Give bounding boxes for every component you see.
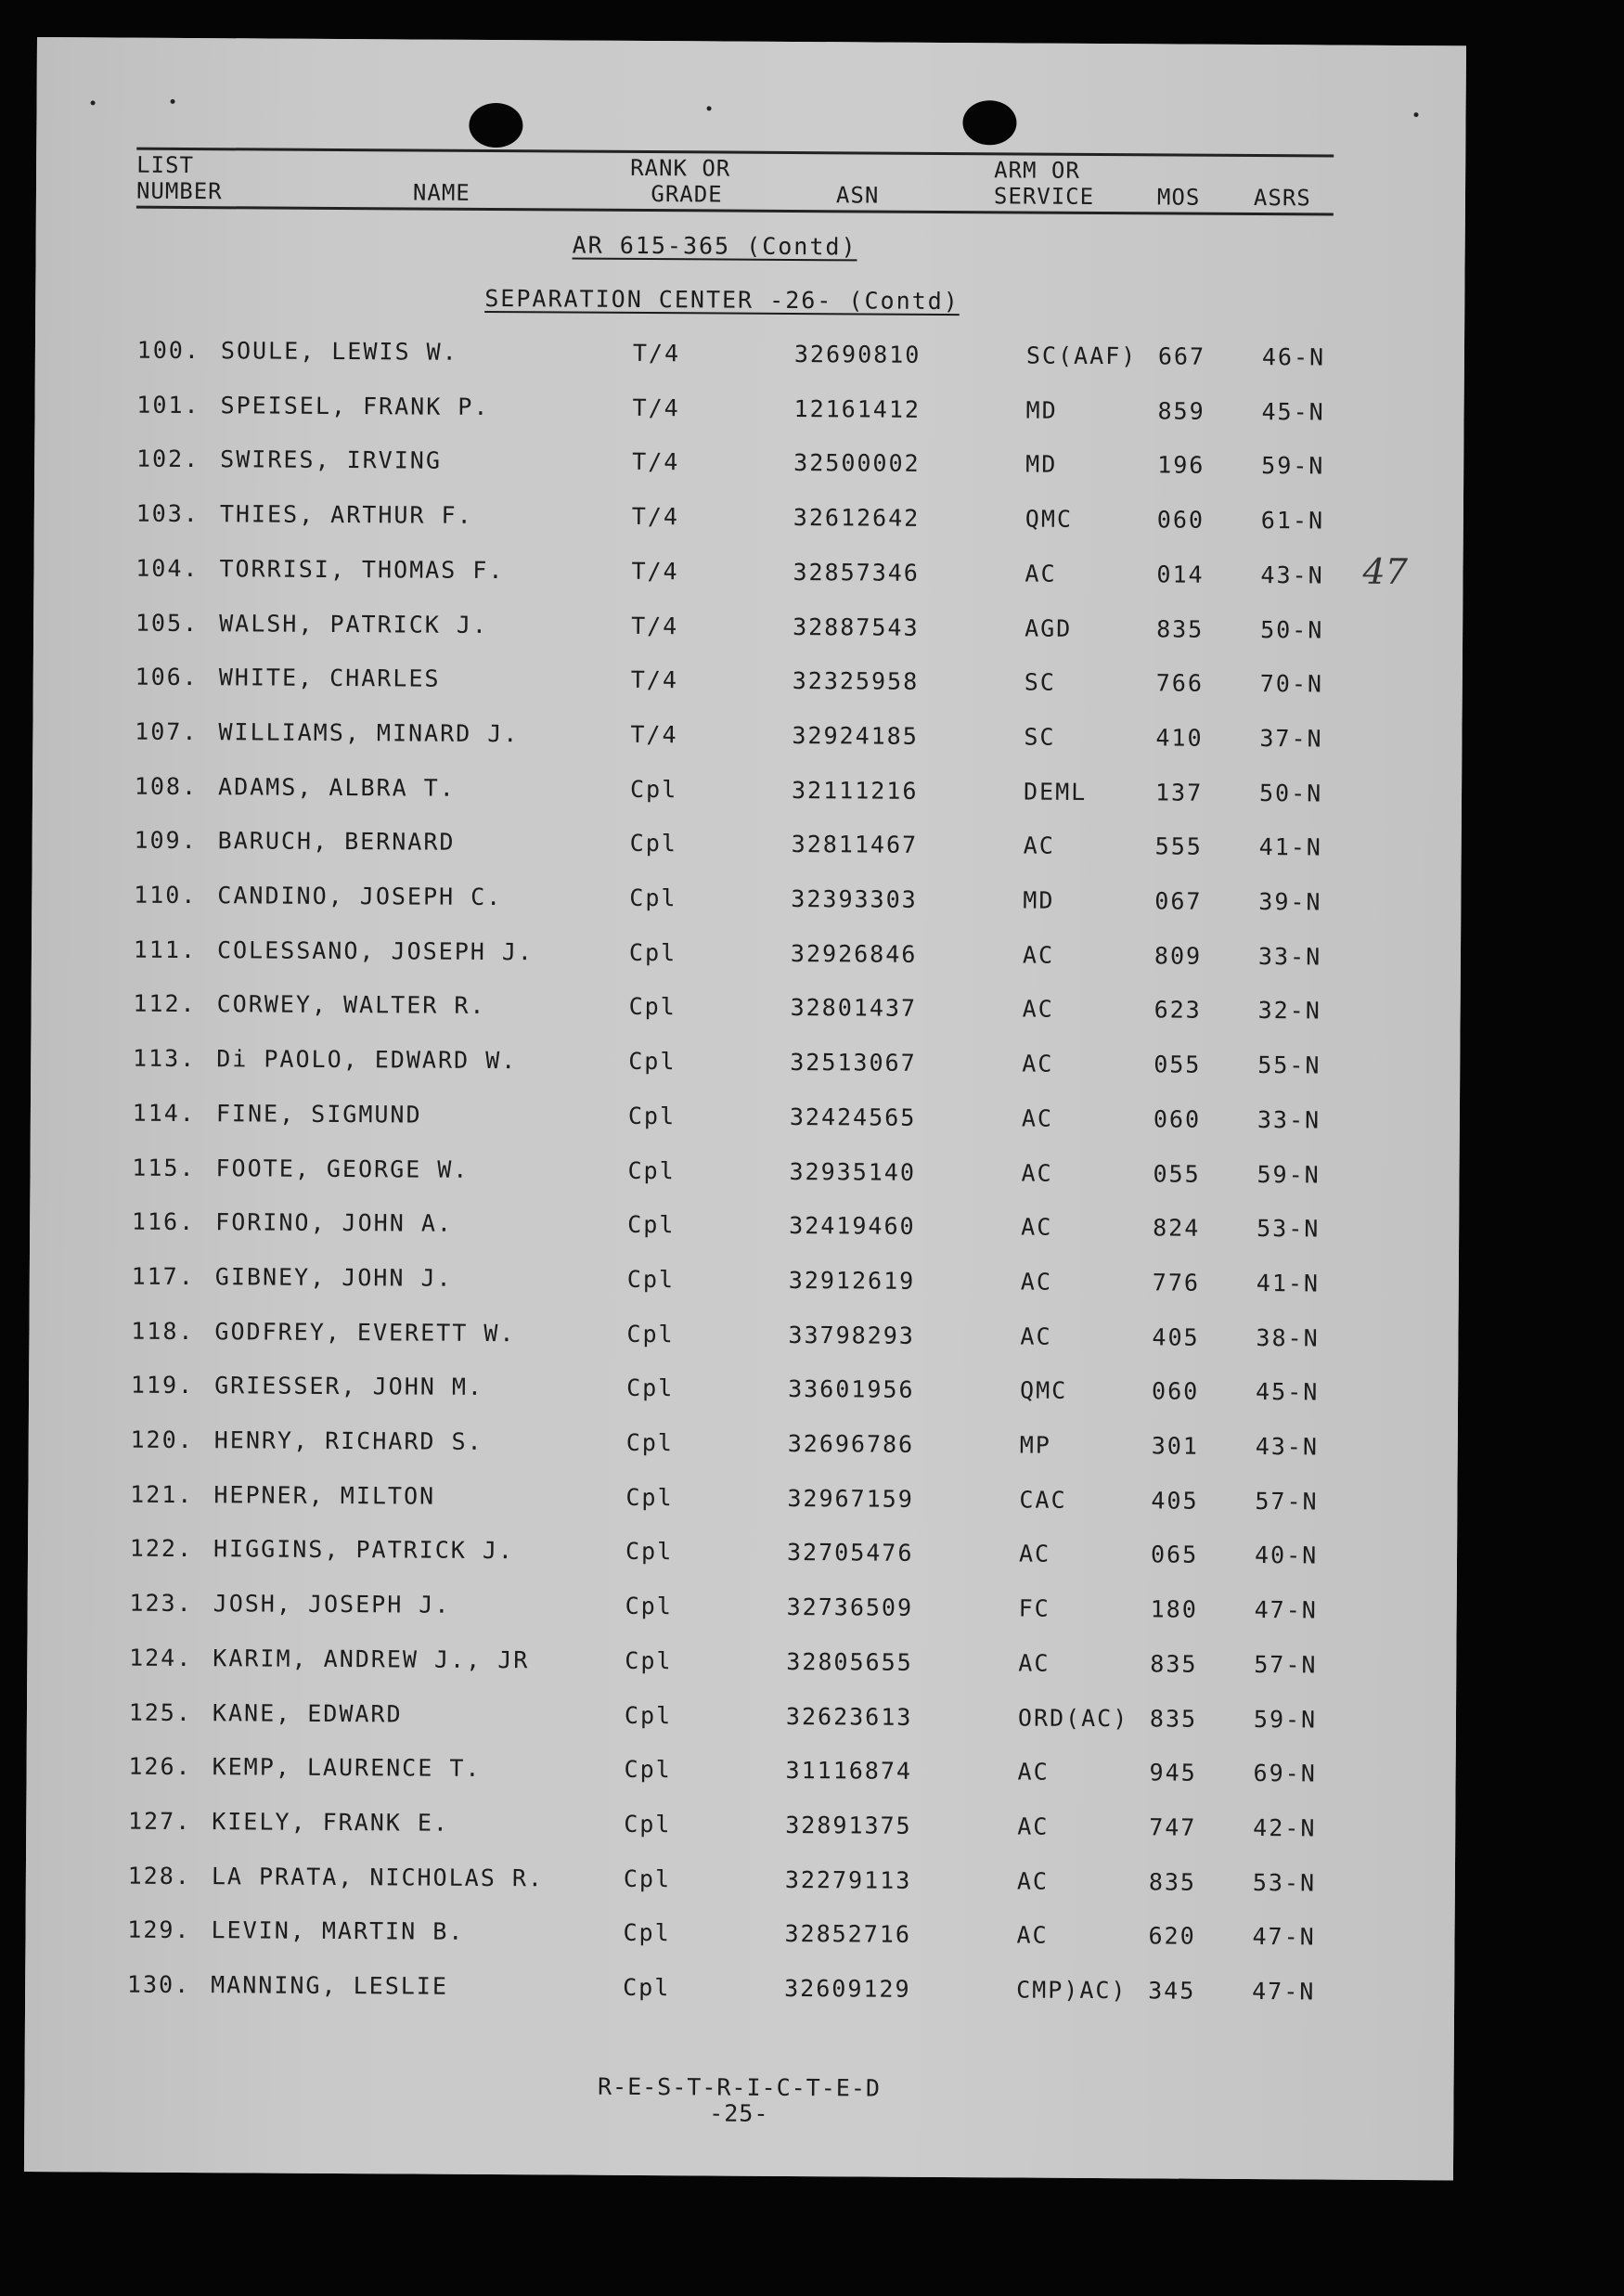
mos-cell: 766 <box>1155 669 1205 697</box>
list-number: 115. <box>132 1154 196 1182</box>
mos-cell: 014 <box>1156 561 1205 588</box>
asn-cell: 32612642 <box>793 503 921 532</box>
arm-service-cell: AC <box>1017 1758 1050 1786</box>
rank-cell: Cpl <box>623 1918 671 1947</box>
mos-cell: 345 <box>1148 1977 1196 2005</box>
rank-cell: Cpl <box>628 1047 677 1076</box>
arm-service-cell: AC <box>1021 1213 1053 1241</box>
list-number: 105. <box>135 609 200 638</box>
asn-cell: 31116874 <box>785 1756 913 1785</box>
list-number: 128. <box>127 1862 191 1890</box>
arm-service-cell: AGD <box>1025 614 1073 642</box>
rank-cell: Cpl <box>628 992 677 1021</box>
rank-cell: Cpl <box>629 884 677 912</box>
rank-cell: T/4 <box>631 557 679 586</box>
name-cell: SWIRES, IRVING <box>220 445 443 474</box>
rank-cell: Cpl <box>629 775 678 804</box>
mos-cell: 405 <box>1152 1323 1200 1351</box>
list-number: 106. <box>135 663 199 691</box>
arm-service-cell: AC <box>1022 995 1054 1023</box>
asn-cell: 12161412 <box>793 394 922 423</box>
list-number: 123. <box>129 1589 193 1618</box>
footer-restricted: R-E-S-T-R-I-C-T-E-D <box>597 2072 882 2102</box>
document-page <box>24 37 1466 2180</box>
name-cell: FORINO, JOHN A. <box>215 1208 454 1237</box>
mos-cell: 776 <box>1152 1269 1201 1296</box>
header-list-line2: NUMBER <box>135 177 223 205</box>
rank-cell: Cpl <box>626 1374 675 1402</box>
rank-cell: Cpl <box>627 1102 677 1130</box>
mos-cell: 196 <box>1157 451 1205 479</box>
table-row <box>25 1915 1454 1961</box>
asrs-cell: 46-N <box>1261 343 1326 371</box>
table-row <box>25 1970 1454 2016</box>
table-row <box>32 717 1462 763</box>
list-number: 117. <box>131 1262 195 1291</box>
mos-cell: 859 <box>1157 397 1205 425</box>
table-row <box>33 663 1463 708</box>
list-number: 122. <box>129 1534 194 1563</box>
arm-service-cell: MD <box>1025 396 1058 424</box>
mos-cell: 060 <box>1153 1105 1202 1133</box>
asn-cell: 32805655 <box>786 1647 913 1676</box>
asrs-cell: 53-N <box>1257 1215 1321 1243</box>
arm-service-cell: AC <box>1017 1812 1050 1840</box>
asn-cell: 32513067 <box>790 1048 917 1077</box>
table-row <box>29 1317 1458 1362</box>
table-row <box>33 554 1463 600</box>
asn-cell: 32967159 <box>787 1484 914 1513</box>
name-cell: GODFREY, EVERETT W. <box>214 1318 516 1348</box>
mos-cell: 055 <box>1154 1051 1202 1078</box>
asn-cell: 32811467 <box>791 830 919 858</box>
list-number: 107. <box>135 717 199 746</box>
list-number: 114. <box>132 1099 197 1128</box>
asrs-cell: 55-N <box>1257 1051 1321 1079</box>
asn-cell: 32887543 <box>793 613 920 641</box>
name-cell: WHITE, CHARLES <box>218 664 441 692</box>
mos-cell: 824 <box>1153 1214 1201 1242</box>
rank-cell: T/4 <box>631 502 680 531</box>
speck <box>171 99 175 104</box>
table-row <box>26 1752 1455 1798</box>
rank-cell: Cpl <box>624 1755 672 1784</box>
name-cell: CANDINO, JOSEPH C. <box>217 882 503 911</box>
name-cell: CORWEY, WALTER R. <box>216 990 486 1019</box>
asrs-cell: 59-N <box>1257 1161 1321 1189</box>
arm-service-cell: ORD(AC) <box>1017 1704 1129 1733</box>
rank-cell: T/4 <box>630 720 678 749</box>
name-cell: LA PRATA, NICHOLAS R. <box>211 1863 545 1892</box>
name-cell: GIBNEY, JOHN J. <box>214 1263 453 1292</box>
asrs-cell: 47-N <box>1252 1978 1316 2006</box>
table-row <box>34 391 1463 436</box>
asn-cell: 32623613 <box>785 1702 913 1731</box>
list-number: 102. <box>135 445 200 473</box>
rank-cell: T/4 <box>632 447 680 476</box>
arm-service-cell: SC <box>1024 723 1056 751</box>
arm-service-cell: AC <box>1025 560 1057 587</box>
table-row <box>32 772 1462 818</box>
asrs-cell: 40-N <box>1254 1541 1319 1569</box>
asn-cell: 32111216 <box>791 776 919 805</box>
table-row <box>32 881 1461 926</box>
rank-cell: Cpl <box>624 1810 672 1838</box>
mos-cell: 835 <box>1149 1705 1198 1733</box>
asn-cell: 32609129 <box>784 1974 911 2003</box>
name-cell: MANNING, LESLIE <box>211 1971 449 2000</box>
list-number: 124. <box>129 1644 193 1672</box>
name-cell: HEPNER, MILTON <box>213 1481 436 1510</box>
table-header <box>136 148 1334 216</box>
mos-cell: 835 <box>1148 1868 1197 1896</box>
arm-service-cell: CMP)AC) <box>1016 1976 1128 2005</box>
table-row <box>31 1099 1460 1144</box>
header-mos: MOS <box>1156 184 1201 211</box>
list-number: 116. <box>131 1207 196 1236</box>
arm-service-cell: AC <box>1022 941 1055 969</box>
list-number: 100. <box>136 336 201 365</box>
rank-cell: T/4 <box>632 339 681 368</box>
table-row <box>29 1425 1458 1471</box>
list-number: 109. <box>134 826 198 855</box>
list-number: 119. <box>130 1371 195 1400</box>
mos-cell: 835 <box>1156 615 1205 643</box>
asn-cell: 32852716 <box>784 1919 912 1948</box>
list-number: 101. <box>136 391 200 419</box>
arm-service-cell: AC <box>1018 1540 1051 1567</box>
asn-cell: 32279113 <box>784 1865 912 1894</box>
asn-cell: 33798293 <box>788 1321 915 1349</box>
asrs-cell: 57-N <box>1254 1651 1318 1679</box>
header-list-line1: LIST <box>136 151 195 179</box>
arm-service-cell: CAC <box>1019 1486 1067 1514</box>
list-number: 120. <box>130 1425 194 1454</box>
rank-cell: Cpl <box>627 1210 676 1239</box>
arm-service-cell: AC <box>1018 1649 1050 1677</box>
rank-cell: Cpl <box>628 938 677 967</box>
rank-cell: Cpl <box>626 1265 676 1294</box>
arm-service-cell: SC(AAF) <box>1025 342 1138 370</box>
asrs-cell: 41-N <box>1256 1270 1321 1297</box>
asrs-cell: 53-N <box>1252 1869 1317 1897</box>
name-cell: HENRY, RICHARD S. <box>213 1426 483 1455</box>
name-cell: THIES, ARTHUR F. <box>219 500 473 529</box>
arm-service-cell: AC <box>1016 1921 1049 1949</box>
list-number: 121. <box>130 1480 194 1509</box>
arm-service-cell: QMC <box>1020 1376 1068 1404</box>
mos-cell: 623 <box>1154 996 1202 1024</box>
mos-cell: 301 <box>1151 1432 1199 1460</box>
footer-page-number: -25- <box>709 2099 769 2127</box>
asrs-cell: 61-N <box>1260 507 1325 535</box>
asrs-cell: 43-N <box>1260 561 1324 589</box>
speck <box>1414 112 1419 117</box>
asn-cell: 32500002 <box>793 448 921 477</box>
mos-cell: 067 <box>1154 887 1203 915</box>
asn-cell: 32736509 <box>786 1593 914 1621</box>
asn-cell: 32924185 <box>792 721 919 750</box>
table-row <box>28 1480 1457 1526</box>
asrs-cell: 47-N <box>1252 1923 1316 1951</box>
name-cell: COLESSANO, JOSEPH J. <box>216 936 535 966</box>
mos-cell: 405 <box>1151 1487 1199 1515</box>
asn-cell: 32857346 <box>793 558 921 587</box>
asrs-cell: 45-N <box>1261 398 1325 426</box>
table-row <box>31 1044 1460 1090</box>
asrs-cell: 43-N <box>1255 1433 1320 1461</box>
mos-cell: 137 <box>1154 779 1204 806</box>
asrs-cell: 69-N <box>1253 1760 1317 1787</box>
table-row <box>32 826 1462 871</box>
asn-cell: 32705476 <box>786 1538 914 1567</box>
rank-cell: Cpl <box>625 1537 674 1566</box>
table-row <box>34 445 1463 490</box>
asn-cell: 32690810 <box>793 340 922 368</box>
arm-service-cell: AC <box>1022 1050 1054 1077</box>
arm-service-cell: DEML <box>1023 778 1088 806</box>
name-cell: ADAMS, ALBRA T. <box>217 773 456 802</box>
arm-service-cell: QMC <box>1025 505 1074 533</box>
table-row <box>26 1862 1455 1907</box>
arm-service-cell: MP <box>1019 1431 1051 1459</box>
name-cell: TORRISI, THOMAS F. <box>219 555 505 585</box>
table-row <box>33 609 1463 654</box>
asrs-cell: 47-N <box>1254 1596 1318 1624</box>
arm-service-cell: MD <box>1023 886 1055 914</box>
arm-service-cell: AC <box>1021 1104 1054 1132</box>
rank-cell: Cpl <box>625 1646 673 1675</box>
table-row <box>31 989 1460 1035</box>
rank-cell: Cpl <box>623 1973 671 2002</box>
name-cell: FINE, SIGMUND <box>215 1100 422 1129</box>
name-cell: SOULE, LEWIS W. <box>220 337 458 366</box>
mos-cell: 667 <box>1157 342 1206 370</box>
asrs-cell: 32-N <box>1257 997 1321 1025</box>
arm-service-cell: AC <box>1016 1867 1050 1895</box>
table-row <box>30 1207 1459 1253</box>
asrs-cell: 37-N <box>1259 725 1323 753</box>
name-cell: SPEISEL, FRANK P. <box>220 392 490 420</box>
asn-cell: 32935140 <box>789 1157 917 1186</box>
list-number: 108. <box>134 772 199 801</box>
mos-cell: 835 <box>1150 1650 1198 1678</box>
header-asrs: ASRS <box>1253 185 1311 212</box>
asrs-cell: 41-N <box>1258 833 1323 861</box>
mos-cell: 620 <box>1148 1922 1196 1950</box>
asrs-cell: 39-N <box>1258 888 1322 916</box>
list-number: 127. <box>127 1807 192 1836</box>
asn-cell: 32393303 <box>791 884 918 913</box>
asn-cell: 32912619 <box>788 1266 916 1295</box>
list-number: 113. <box>132 1044 197 1073</box>
rank-cell: Cpl <box>624 1701 673 1730</box>
mos-cell: 065 <box>1150 1541 1199 1568</box>
asrs-cell: 33-N <box>1257 1106 1321 1134</box>
name-cell: HIGGINS, PATRICK J. <box>213 1535 515 1565</box>
table-row <box>28 1534 1457 1580</box>
name-cell: KIELY, FRANK E. <box>212 1808 450 1837</box>
list-number: 103. <box>135 499 200 528</box>
name-cell: FOOTE, GEORGE W. <box>215 1154 470 1183</box>
arm-service-cell: AC <box>1023 832 1055 859</box>
list-number: 129. <box>127 1915 191 1944</box>
asn-cell: 32696786 <box>787 1429 915 1458</box>
header-arm-line2: SERVICE <box>993 183 1095 210</box>
asn-cell: 32926846 <box>790 939 918 968</box>
header-name: NAME <box>412 179 470 206</box>
mos-cell: 060 <box>1156 506 1205 534</box>
table-row <box>35 336 1464 381</box>
header-rank-line1: RANK OR <box>630 154 731 182</box>
asrs-cell: 50-N <box>1258 780 1323 807</box>
speck <box>91 100 96 105</box>
name-cell: KEMP, LAURENCE T. <box>212 1753 482 1782</box>
arm-service-cell: AC <box>1020 1268 1053 1296</box>
arm-service-cell: MD <box>1025 450 1058 478</box>
table-row <box>27 1644 1456 1689</box>
asrs-cell: 57-N <box>1255 1488 1319 1516</box>
mos-cell: 180 <box>1150 1595 1198 1623</box>
arm-service-cell: AC <box>1020 1322 1052 1350</box>
asrs-cell: 42-N <box>1253 1814 1317 1842</box>
rank-cell: Cpl <box>627 1156 676 1185</box>
rank-cell: Cpl <box>625 1483 674 1512</box>
name-cell: KARIM, ANDREW J., JR <box>213 1645 530 1674</box>
header-arm-line1: ARM OR <box>994 157 1080 184</box>
list-number: 125. <box>128 1698 193 1727</box>
asn-cell: 32891375 <box>785 1811 912 1839</box>
arm-service-cell: SC <box>1024 668 1056 696</box>
mos-cell: 060 <box>1152 1377 1200 1405</box>
asrs-cell: 70-N <box>1259 670 1324 698</box>
name-cell: BARUCH, BERNARD <box>217 827 456 856</box>
rank-cell: T/4 <box>632 393 680 422</box>
rank-cell: Cpl <box>625 1428 675 1457</box>
asrs-cell: 45-N <box>1256 1378 1320 1406</box>
rank-cell: Cpl <box>626 1320 675 1348</box>
asn-cell: 32419460 <box>789 1211 916 1240</box>
asn-cell: 33601956 <box>788 1374 915 1403</box>
rank-cell: T/4 <box>630 665 679 694</box>
table-row <box>26 1807 1455 1852</box>
list-number: 118. <box>131 1317 195 1346</box>
list-number: 112. <box>133 989 197 1018</box>
mos-cell: 055 <box>1153 1160 1201 1188</box>
asn-cell: 32325958 <box>792 666 920 695</box>
table-row <box>27 1698 1456 1744</box>
subtitle-separation-center: SEPARATION CENTER -26- (Contd) <box>484 284 960 316</box>
asrs-cell: 33-N <box>1257 943 1322 971</box>
mos-cell: 809 <box>1154 942 1203 970</box>
asrs-cell: 50-N <box>1260 616 1324 644</box>
asrs-cell: 59-N <box>1253 1706 1318 1734</box>
mos-cell: 555 <box>1154 832 1203 860</box>
table-row <box>34 499 1463 545</box>
mos-cell: 945 <box>1149 1759 1197 1786</box>
rank-cell: Cpl <box>629 829 677 858</box>
asn-cell: 32424565 <box>789 1103 917 1131</box>
table-row <box>30 1262 1459 1308</box>
rank-cell: T/4 <box>631 612 679 640</box>
table-row <box>29 1371 1458 1416</box>
subtitle-regulation: AR 615-365 (Contd) <box>572 231 857 261</box>
list-number: 130. <box>126 1970 191 1999</box>
margin-handwritten-number: 47 <box>1362 550 1409 593</box>
arm-service-cell: AC <box>1021 1159 1053 1187</box>
rank-cell: Cpl <box>623 1864 672 1893</box>
name-cell: GRIESSER, JOHN M. <box>214 1372 484 1400</box>
header-rank-line2: GRADE <box>651 181 723 208</box>
speck <box>707 106 712 110</box>
table-row <box>28 1589 1457 1634</box>
name-cell: KANE, EDWARD <box>212 1699 403 1728</box>
asrs-cell: 59-N <box>1261 452 1325 480</box>
name-cell: JOSH, JOSEPH J. <box>213 1590 451 1619</box>
name-cell: WALSH, PATRICK J. <box>219 610 489 638</box>
name-cell: LEVIN, MARTIN B. <box>211 1916 465 1945</box>
arm-service-cell: FC <box>1018 1594 1050 1622</box>
table-row <box>32 935 1461 981</box>
header-asn: ASN <box>835 182 880 209</box>
list-number: 110. <box>134 881 198 909</box>
asn-cell: 32801437 <box>790 993 918 1022</box>
asrs-cell: 38-N <box>1256 1324 1320 1352</box>
name-cell: WILLIAMS, MINARD J. <box>218 718 520 748</box>
rank-cell: Cpl <box>625 1592 673 1620</box>
table-row <box>30 1154 1459 1199</box>
mos-cell: 747 <box>1149 1813 1197 1841</box>
list-number: 104. <box>135 554 200 583</box>
punch-hole-left <box>469 103 522 148</box>
punch-hole-right <box>962 100 1016 145</box>
name-cell: Di PAOLO, EDWARD W. <box>216 1045 518 1075</box>
list-number: 126. <box>128 1752 192 1781</box>
mos-cell: 410 <box>1155 724 1204 752</box>
list-number: 111. <box>133 935 198 964</box>
